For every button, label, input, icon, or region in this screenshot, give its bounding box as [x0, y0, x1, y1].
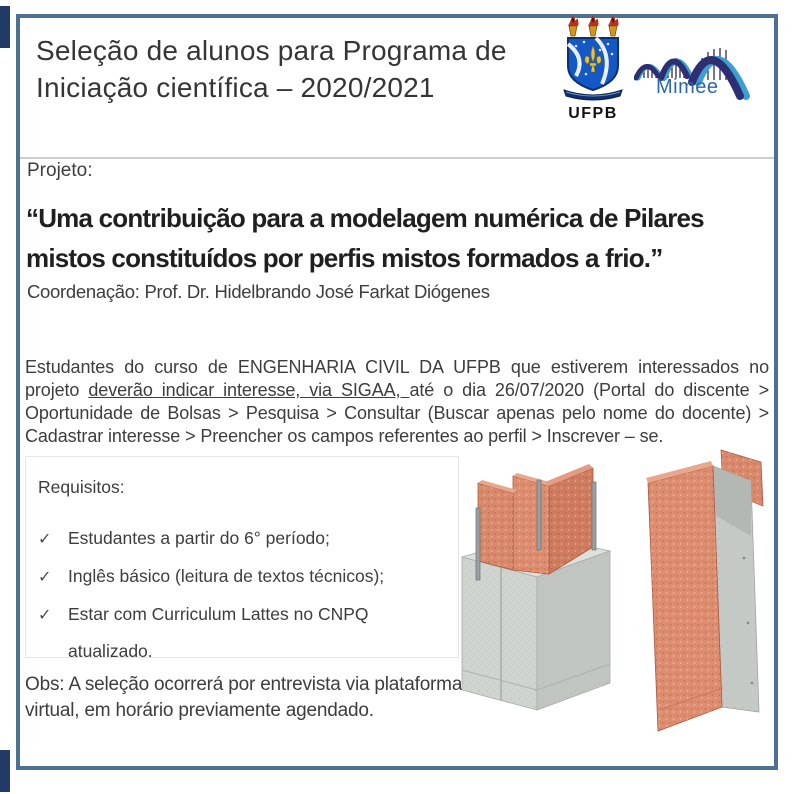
- instructions-part2: até o dia 26/07/2020 (Portal do discente > Oportunidade de Bolsas > Pesquisa > Consultar (Buscar apenas pelo nome do docente) > Cadastrar interesse > Preencher os campos referentes ao perfil > Inscrever – se.: [25, 380, 769, 446]
- project-label: Projeto:: [27, 160, 93, 181]
- checkmark-icon: ✓: [38, 607, 52, 624]
- left-column-assembly: [462, 464, 610, 710]
- header-divider: [20, 157, 774, 159]
- mimee-logo-label: Mimee: [656, 76, 719, 98]
- requirement-item-text: Inglês básico (leitura de textos técnicos);: [68, 566, 385, 586]
- mimee-logo: [634, 40, 764, 102]
- ufpb-logo: [556, 14, 630, 122]
- requirements-title: Requisitos:: [38, 477, 125, 497]
- shield-icon: [564, 38, 622, 100]
- requirement-item: [38, 566, 438, 587]
- checkmark-icon: ✓: [38, 531, 52, 548]
- requirement-item-continuation: atualizado.: [68, 641, 153, 661]
- requirement-item-text: Estar com Curriculum Lattes no CNPQ: [68, 604, 369, 624]
- right-column-assembly: [646, 450, 763, 731]
- composite-columns-rendering: [445, 448, 775, 760]
- left-accent-bar-bottom: [0, 750, 10, 792]
- project-quote-line1: “Uma contribuição para a modelagem numérica de Pilares: [26, 203, 704, 233]
- coordination-line: Coordenação: Prof. Dr. Hidelbrando José Farkat Diógenes: [27, 281, 490, 302]
- project-quote-line2: mistos constituídos por perfis mistos formados a frio.”: [26, 243, 663, 273]
- note-paragraph: Obs: A seleção ocorrerá por entrevista via plataforma virtual, em horário previamente agendado.: [25, 674, 463, 721]
- composite-columns-figure: [445, 448, 775, 760]
- page-title: [36, 32, 556, 106]
- instructions-part1: Estudantes do curso de ENGENHARIA CIVIL DA UFPB que estiverem interessados no projeto: [25, 357, 769, 400]
- checkmark-icon: ✓: [38, 569, 52, 586]
- requirement-item: [38, 528, 438, 549]
- instructions-paragraph: [25, 356, 769, 448]
- left-accent-bar-top: [0, 6, 10, 48]
- torch-icons: [568, 15, 619, 36]
- ufpb-logo-label: UFPB: [568, 105, 618, 122]
- page-title-line2: Iniciação científica – 2020/2021: [36, 72, 435, 103]
- requirement-item-text: Estudantes a partir do 6° período;: [68, 528, 330, 548]
- ufpb-crest-icon: [556, 14, 630, 102]
- requirement-item: [38, 604, 438, 625]
- project-quote: [26, 198, 774, 278]
- instructions-underlined: deverão indicar interesse, via SIGAA,: [88, 380, 410, 400]
- page-title-line1: Seleção de alunos para Programa de: [36, 35, 507, 66]
